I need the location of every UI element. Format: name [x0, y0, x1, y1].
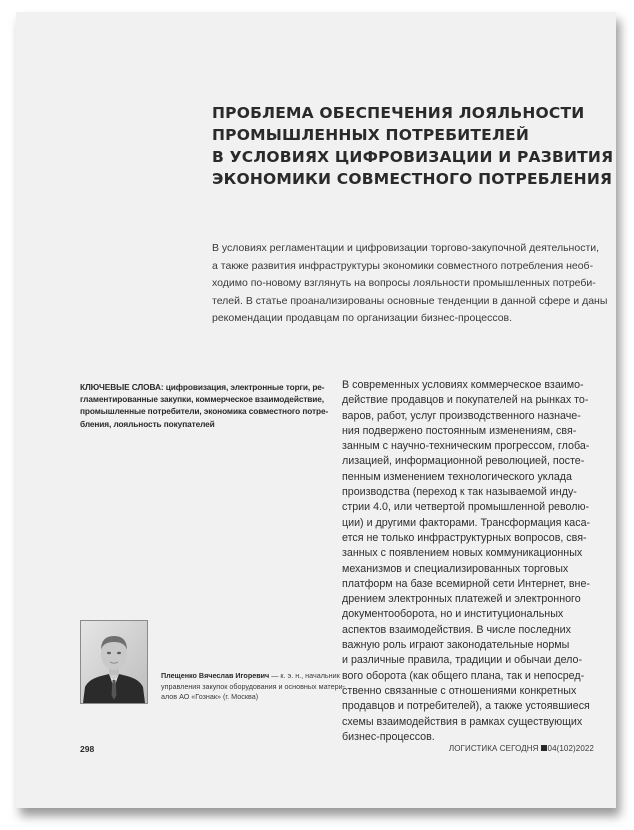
body-line: дрением электронных платежей и электронного: [342, 593, 581, 606]
keywords-line: КЛЮЧЕВЫЕ СЛОВА: цифровизация, электронные торги, ре-: [80, 382, 325, 392]
keywords-line: промышленные потребители, экономика совместного потре-: [80, 406, 329, 417]
body-line: ния подвержено постоянным изменениям, свя-: [342, 424, 577, 437]
abstract-line: ходимо по-новому взглянуть на вопросы лояльности промышленных потреби-: [212, 277, 596, 289]
journal-footer: [449, 744, 594, 753]
title-line: В УСЛОВИЯХ ЦИФРОВИЗАЦИИ И РАЗВИТИЯ: [212, 148, 614, 166]
title-line: ПРОБЛЕМА ОБЕСПЕЧЕНИЯ ЛОЯЛЬНОСТИ: [212, 104, 585, 122]
page-number: 298: [80, 744, 95, 754]
abstract-line: телей. В статье проанализированы основные тенденции в данной сфере и даны: [212, 294, 608, 307]
body-line: и различные правила, традиции и обычаи дело-: [342, 654, 583, 667]
author-line: алов АО «Гознак» (г. Москва): [161, 692, 259, 702]
body-line: лизацией, информационной революцией, посте-: [342, 455, 585, 468]
body-line: действие продавцов и покупателей на рынках то-: [342, 394, 589, 407]
square-separator-icon: [541, 745, 547, 751]
author-info: [161, 671, 351, 703]
abstract-line: В условиях регламентации и цифровизации торгово-закупочной деятельности,: [212, 242, 600, 254]
body-line: ции) и другими факторами. Трансформация каса-: [342, 516, 591, 529]
author-credentials: — к. э. н., начальник: [269, 671, 340, 680]
author-name: Плещенко Вячеслав Игоревич: [161, 671, 270, 680]
keywords-block: [80, 381, 330, 430]
author-photo: [80, 620, 148, 704]
author-line: управления закупок оборудования и основных матери-: [161, 681, 346, 691]
author-line: [161, 671, 351, 682]
body-line: пенным изменением технологического уклада: [342, 470, 572, 483]
article-title: [212, 102, 614, 190]
body-line: занных с появлением новых коммуникационных: [342, 547, 583, 560]
author-portrait-icon: [81, 621, 147, 703]
body-line: схемы взаимодействия в рамках существующих: [342, 715, 583, 728]
body-line: занным с научно-техническим прогрессом, глоба-: [342, 440, 590, 453]
body-line: важную роль играют законодательные нормы: [342, 639, 570, 652]
abstract-line: а также развития инфраструктуры экономики совместного потребления необ-: [212, 259, 594, 272]
body-line: аспектов взаимодействия. В числе последних: [342, 623, 571, 636]
body-line: продавцов и потребителей), а также устоявшиеся: [342, 700, 590, 713]
abstract-line: рекомендации продавцам по организации бизнес-процессов.: [212, 312, 513, 324]
body-line: производства (переход к так называемой инду-: [342, 486, 577, 499]
body-line: ственно связанные с отношениями конкретных: [342, 684, 577, 697]
body-line: бизнес-процессов.: [342, 730, 435, 743]
body-line: платформ на базе всемирной сети Интернет, вне-: [342, 577, 590, 590]
body-line: механизмов и специализированных торговых: [342, 562, 569, 575]
journal-issue: 04(102)2022: [547, 744, 594, 753]
body-line: вого оборота (как общего плана, так и непосред-: [342, 669, 585, 682]
journal-page: [16, 12, 616, 808]
title-line: ЭКОНОМИКИ СОВМЕСТНОГО ПОТРЕБЛЕНИЯ: [212, 170, 613, 188]
article-body: [342, 378, 612, 745]
keywords-line: бления, лояльность покупателей: [80, 418, 215, 429]
body-line: документооборота, но и институциональных: [342, 608, 564, 621]
body-line: варов, работ, услуг производственного назначе-: [342, 409, 581, 422]
body-line: стрии 4.0, или четвертой промышленной револю-: [342, 501, 590, 514]
keywords-line: гламентированные закупки, коммерческое взаимодействие,: [80, 394, 325, 405]
journal-name: ЛОГИСТИКА СЕГОДНЯ: [448, 744, 539, 753]
body-line: ется не только инфраструктурных вопросов, свя-: [342, 531, 587, 544]
title-line: ПРОМЫШЛЕННЫХ ПОТРЕБИТЕЛЕЙ: [212, 126, 530, 144]
article-abstract: [212, 240, 608, 328]
body-line: В современных условиях коммерческое взаимо-: [342, 379, 584, 391]
